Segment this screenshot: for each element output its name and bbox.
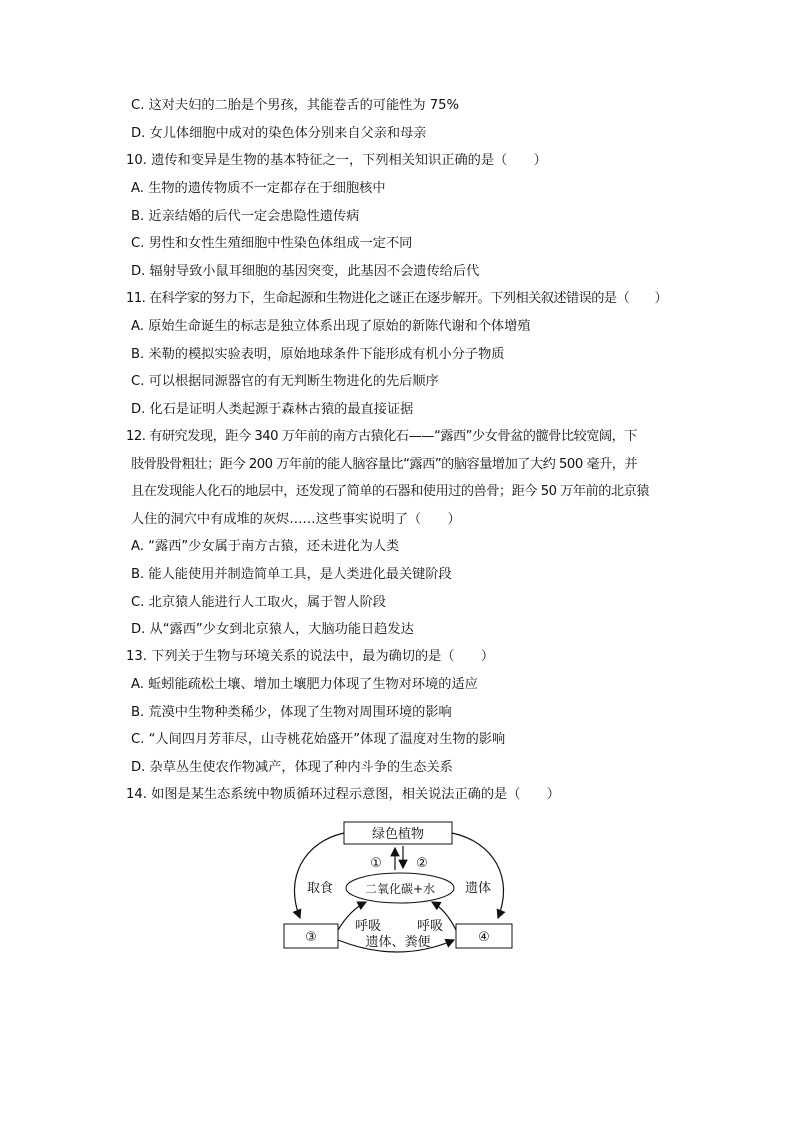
q12-option-a: A. “露西”少女属于南方古猿，还未进化为人类 (131, 539, 400, 554)
q11-option-d: D. 化石是证明人类起源于森林古猿的最直接证据 (131, 402, 414, 417)
feeding-label: 取食 (306, 881, 334, 896)
q10-stem: 10. 遗传和变异是生物的基本特征之一，下列相关知识正确的是（ ） (126, 153, 547, 168)
arrow-1-label: ① (370, 856, 382, 871)
q14-stem: 14. 如图是某生态系统中物质循环过程示意图，相关说法正确的是（ ） (126, 787, 560, 802)
box-4-label: ④ (478, 930, 490, 945)
q12-stem-line2: 肢骨股骨粗壮；距今 200 万年前的能人脑容量比“露西”的脑容量增加了大约 500 毫升，并 (131, 457, 638, 472)
respiration-left-label: 呼吸 (354, 919, 382, 934)
q13-option-a: A. 蚯蚓能疏松土壤、增加土壤肥力体现了生物对环境的适应 (131, 677, 478, 692)
remains-feces-label: 遗体、粪便 (365, 935, 431, 950)
q9-option-c: C. 这对夫妇的二胎是个男孩，其能卷舌的可能性为 75% (131, 98, 460, 113)
q13-stem: 13. 下列关于生物与环境关系的说法中，最为确切的是（ ） (126, 649, 495, 664)
q10-option-c: C. 男性和女性生殖细胞中性染色体组成一定不同 (131, 236, 413, 251)
respiration-right-label: 呼吸 (416, 919, 444, 934)
q12-option-b: B. 能人能使用并制造简单工具，是人类进化最关键阶段 (131, 567, 452, 582)
q10-option-b: B. 近亲结婚的后代一定会患隐性遗传病 (131, 209, 360, 224)
carbon-cycle-diagram (280, 818, 520, 958)
co2-water-label: 二氧化碳+水 (364, 882, 436, 896)
q12-option-c: C. 北京猿人能进行人工取火，属于智人阶段 (131, 595, 386, 610)
remains-label: 遗体 (464, 881, 492, 896)
remains-arc (452, 833, 503, 918)
q11-option-b: B. 米勒的模拟实验表明，原始地球条件下能形成有机小分子物质 (131, 347, 505, 362)
q10-option-a: A. 生物的遗传物质不一定都存在于细胞核中 (131, 181, 386, 196)
q11-option-a: A. 原始生命诞生的标志是独立体系出现了原始的新陈代谢和个体增殖 (131, 319, 531, 334)
q12-stem-line1: 12. 有研究发现，距今 340 万年前的南方古猿化石——“露西”少女骨盆的髋骨比较宽阔，下 (126, 429, 637, 444)
q11-option-c: C. 可以根据同源器官的有无判断生物进化的先后顺序 (131, 374, 439, 389)
q10-option-d: D. 辐射导致小鼠耳细胞的基因突变，此基因不会遗传给后代 (131, 264, 480, 279)
q11-stem: 11. 在科学家的努力下，生命起源和生物进化之谜正在逐步解开。下列相关叙述错误的是（ ） (126, 291, 668, 306)
feeding-arc (294, 833, 344, 918)
q12-stem-line4: 人住的洞穴中有成堆的灰烬……这些事实说明了（ ） (131, 512, 461, 527)
q12-option-d: D. 从“露西”少女到北京猿人，大脑功能日趋发达 (131, 622, 414, 637)
green-plant-label: 绿色植物 (371, 827, 425, 842)
q9-option-d: D. 女儿体细胞中成对的染色体分别来自父亲和母亲 (131, 126, 427, 141)
q13-option-b: B. 荒漠中生物种类稀少，体现了生物对周围环境的影响 (131, 705, 452, 720)
arrow-2-label: ② (416, 856, 428, 871)
q12-stem-line3: 且在发现能人化石的地层中，还发现了简单的石器和使用过的兽骨；距今 50 万年前的北京猿 (131, 484, 649, 499)
q13-option-d: D. 杂草丛生使农作物减产，体现了种内斗争的生态关系 (131, 760, 453, 775)
box-3-label: ③ (305, 930, 317, 945)
q13-option-c: C. “人间四月芳菲尽，山寺桃花始盛开”体现了温度对生物的影响 (131, 732, 506, 747)
